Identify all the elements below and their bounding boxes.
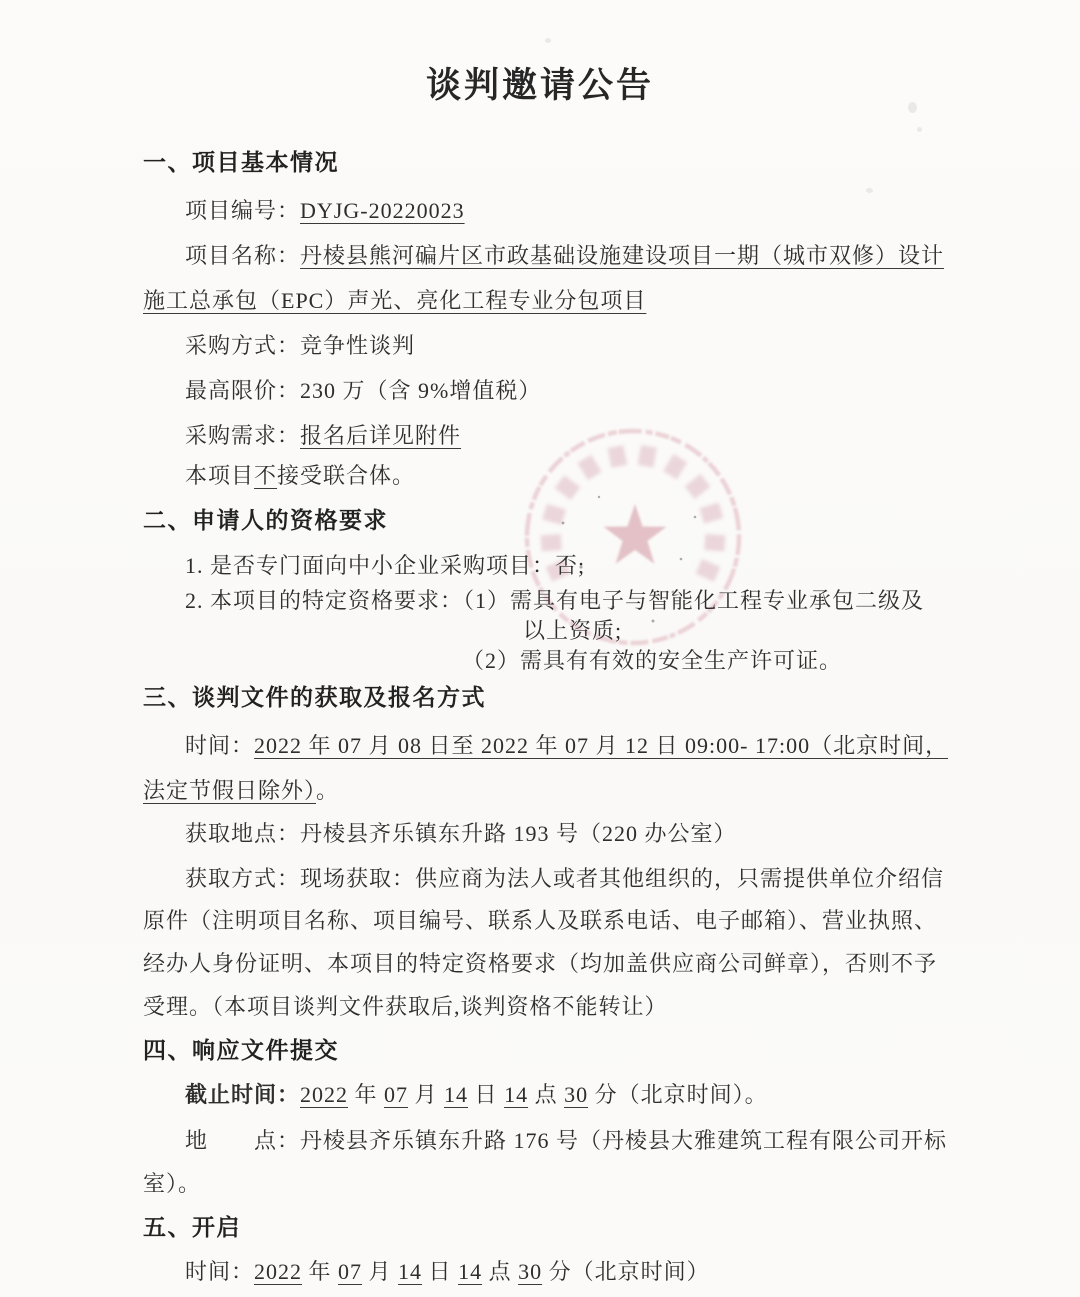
opening-year: 2022	[254, 1259, 303, 1284]
project-number-label: 项目编号：	[185, 198, 301, 223]
opening-sep4: 点	[482, 1259, 519, 1284]
procurement-method-line	[185, 331, 415, 361]
deadline-sep3: 日	[468, 1082, 505, 1107]
obtain-place-label: 获取地点：	[185, 821, 301, 846]
obtain-how-line4: 受理。（本项目谈判文件获取后,谈判资格不能转让）	[143, 994, 668, 1019]
opening-month: 07	[338, 1259, 363, 1284]
opening-day: 14	[398, 1259, 423, 1284]
section3-heading: 三、谈判文件的获取及报名方式	[143, 685, 486, 710]
deadline-minute: 30	[564, 1082, 589, 1107]
project-name-label: 项目名称：	[185, 243, 301, 268]
qualification-item2-cont: 以上资质;	[523, 618, 623, 643]
procurement-method-label: 采购方式：	[185, 333, 301, 358]
price-limit-line	[185, 376, 541, 406]
obtain-how-line3: 经办人身份证明、本项目的特定资格要求（均加盖供应商公司鲜章），否则不予	[143, 951, 938, 976]
deadline-hour: 14	[504, 1082, 529, 1107]
document-title: 谈判邀请公告	[425, 66, 654, 105]
submission-place-line1	[185, 1126, 947, 1156]
scan-artifact	[917, 127, 922, 132]
deadline-sep1: 年	[348, 1082, 385, 1107]
qualification-item1: 1. 是否专门面向中小企业采购项目：否;	[185, 553, 586, 578]
project-name-value-part1: 丹棱县熊河碥片区市政基础设施建设项目一期（城市双修）设计	[300, 243, 945, 268]
section4-heading: 四、响应文件提交	[143, 1038, 339, 1063]
opening-time-label: 时间：	[185, 1259, 255, 1284]
opening-time-line	[185, 1257, 710, 1287]
opening-sep2: 月	[362, 1259, 399, 1284]
consortium-text-end: 接受联合体。	[277, 463, 416, 488]
project-name-line2	[143, 286, 646, 316]
project-number-value: DYJG-20220023	[300, 198, 465, 223]
deadline-label: 截止时间：	[185, 1082, 301, 1107]
opening-suffix: 分（北京时间）	[542, 1259, 710, 1284]
submission-place-value1: 丹棱县齐乐镇东升路 176 号（丹棱县大雅建筑工程有限公司开标	[300, 1128, 948, 1153]
deadline-day: 14	[444, 1082, 469, 1107]
price-limit-value: 230 万（含 9%增值税）	[300, 378, 542, 403]
submission-place-label: 地 点：	[185, 1128, 301, 1153]
obtain-time-label: 时间：	[185, 733, 255, 758]
opening-sep3: 日	[422, 1259, 459, 1284]
obtain-time-period: 。	[316, 778, 340, 803]
obtain-time-value1: 2022 年 07 月 08 日至 2022 年 07 月 12 日 09:00- 17:00（北京时间，	[254, 733, 949, 758]
scan-artifact	[545, 38, 551, 43]
deadline-suffix: 分（北京时间）。	[588, 1082, 768, 1107]
consortium-line	[185, 461, 415, 491]
consortium-not-underlined: 不	[254, 463, 278, 488]
obtain-time-value2: 法定节假日除外）	[143, 778, 317, 803]
project-name-line1	[185, 241, 944, 271]
obtain-how-line1: 获取方式：现场获取：供应商为法人或者其他组织的，只需提供单位介绍信	[185, 866, 945, 891]
deadline-month: 07	[384, 1082, 409, 1107]
deadline-sep4: 点	[528, 1082, 565, 1107]
obtain-time-line1	[185, 731, 948, 761]
section2-heading: 二、申请人的资格要求	[143, 508, 388, 533]
submission-deadline-line	[185, 1080, 768, 1110]
qualification-item2: 2. 本项目的特定资格要求：（1）需具有电子与智能化工程专业承包二级及	[185, 588, 925, 613]
procurement-method-value: 竞争性谈判	[300, 333, 416, 358]
opening-sep1: 年	[302, 1259, 339, 1284]
project-name-value-part2: 施工总承包（EPC）声光、亮化工程专业分包项目	[143, 288, 647, 313]
qualification-item3: （2）需具有有效的安全生产许可证。	[462, 648, 843, 673]
obtain-place-value: 丹棱县齐乐镇东升路 193 号（220 办公室）	[300, 821, 737, 846]
consortium-text: 本项目	[185, 463, 255, 488]
stamp-star-icon	[604, 504, 667, 564]
procurement-demand-value: 报名后详见附件	[300, 423, 462, 448]
price-limit-label: 最高限价：	[185, 378, 301, 403]
submission-place-line2: 室）。	[143, 1171, 202, 1196]
project-number-line	[185, 196, 465, 226]
obtain-time-line2	[143, 776, 339, 806]
procurement-demand-label: 采购需求：	[185, 423, 301, 448]
section5-heading: 五、开启	[143, 1215, 241, 1240]
opening-hour: 14	[458, 1259, 483, 1284]
obtain-place-line	[185, 819, 737, 849]
opening-minute: 30	[518, 1259, 543, 1284]
section1-heading: 一、项目基本情况	[143, 150, 339, 175]
deadline-sep2: 月	[408, 1082, 445, 1107]
deadline-year: 2022	[300, 1082, 349, 1107]
obtain-how-line2: 原件（注明项目名称、项目编号、联系人及联系电话、电子邮箱）、营业执照、	[143, 908, 938, 933]
procurement-demand-line	[185, 421, 461, 451]
scan-artifact	[866, 188, 873, 193]
